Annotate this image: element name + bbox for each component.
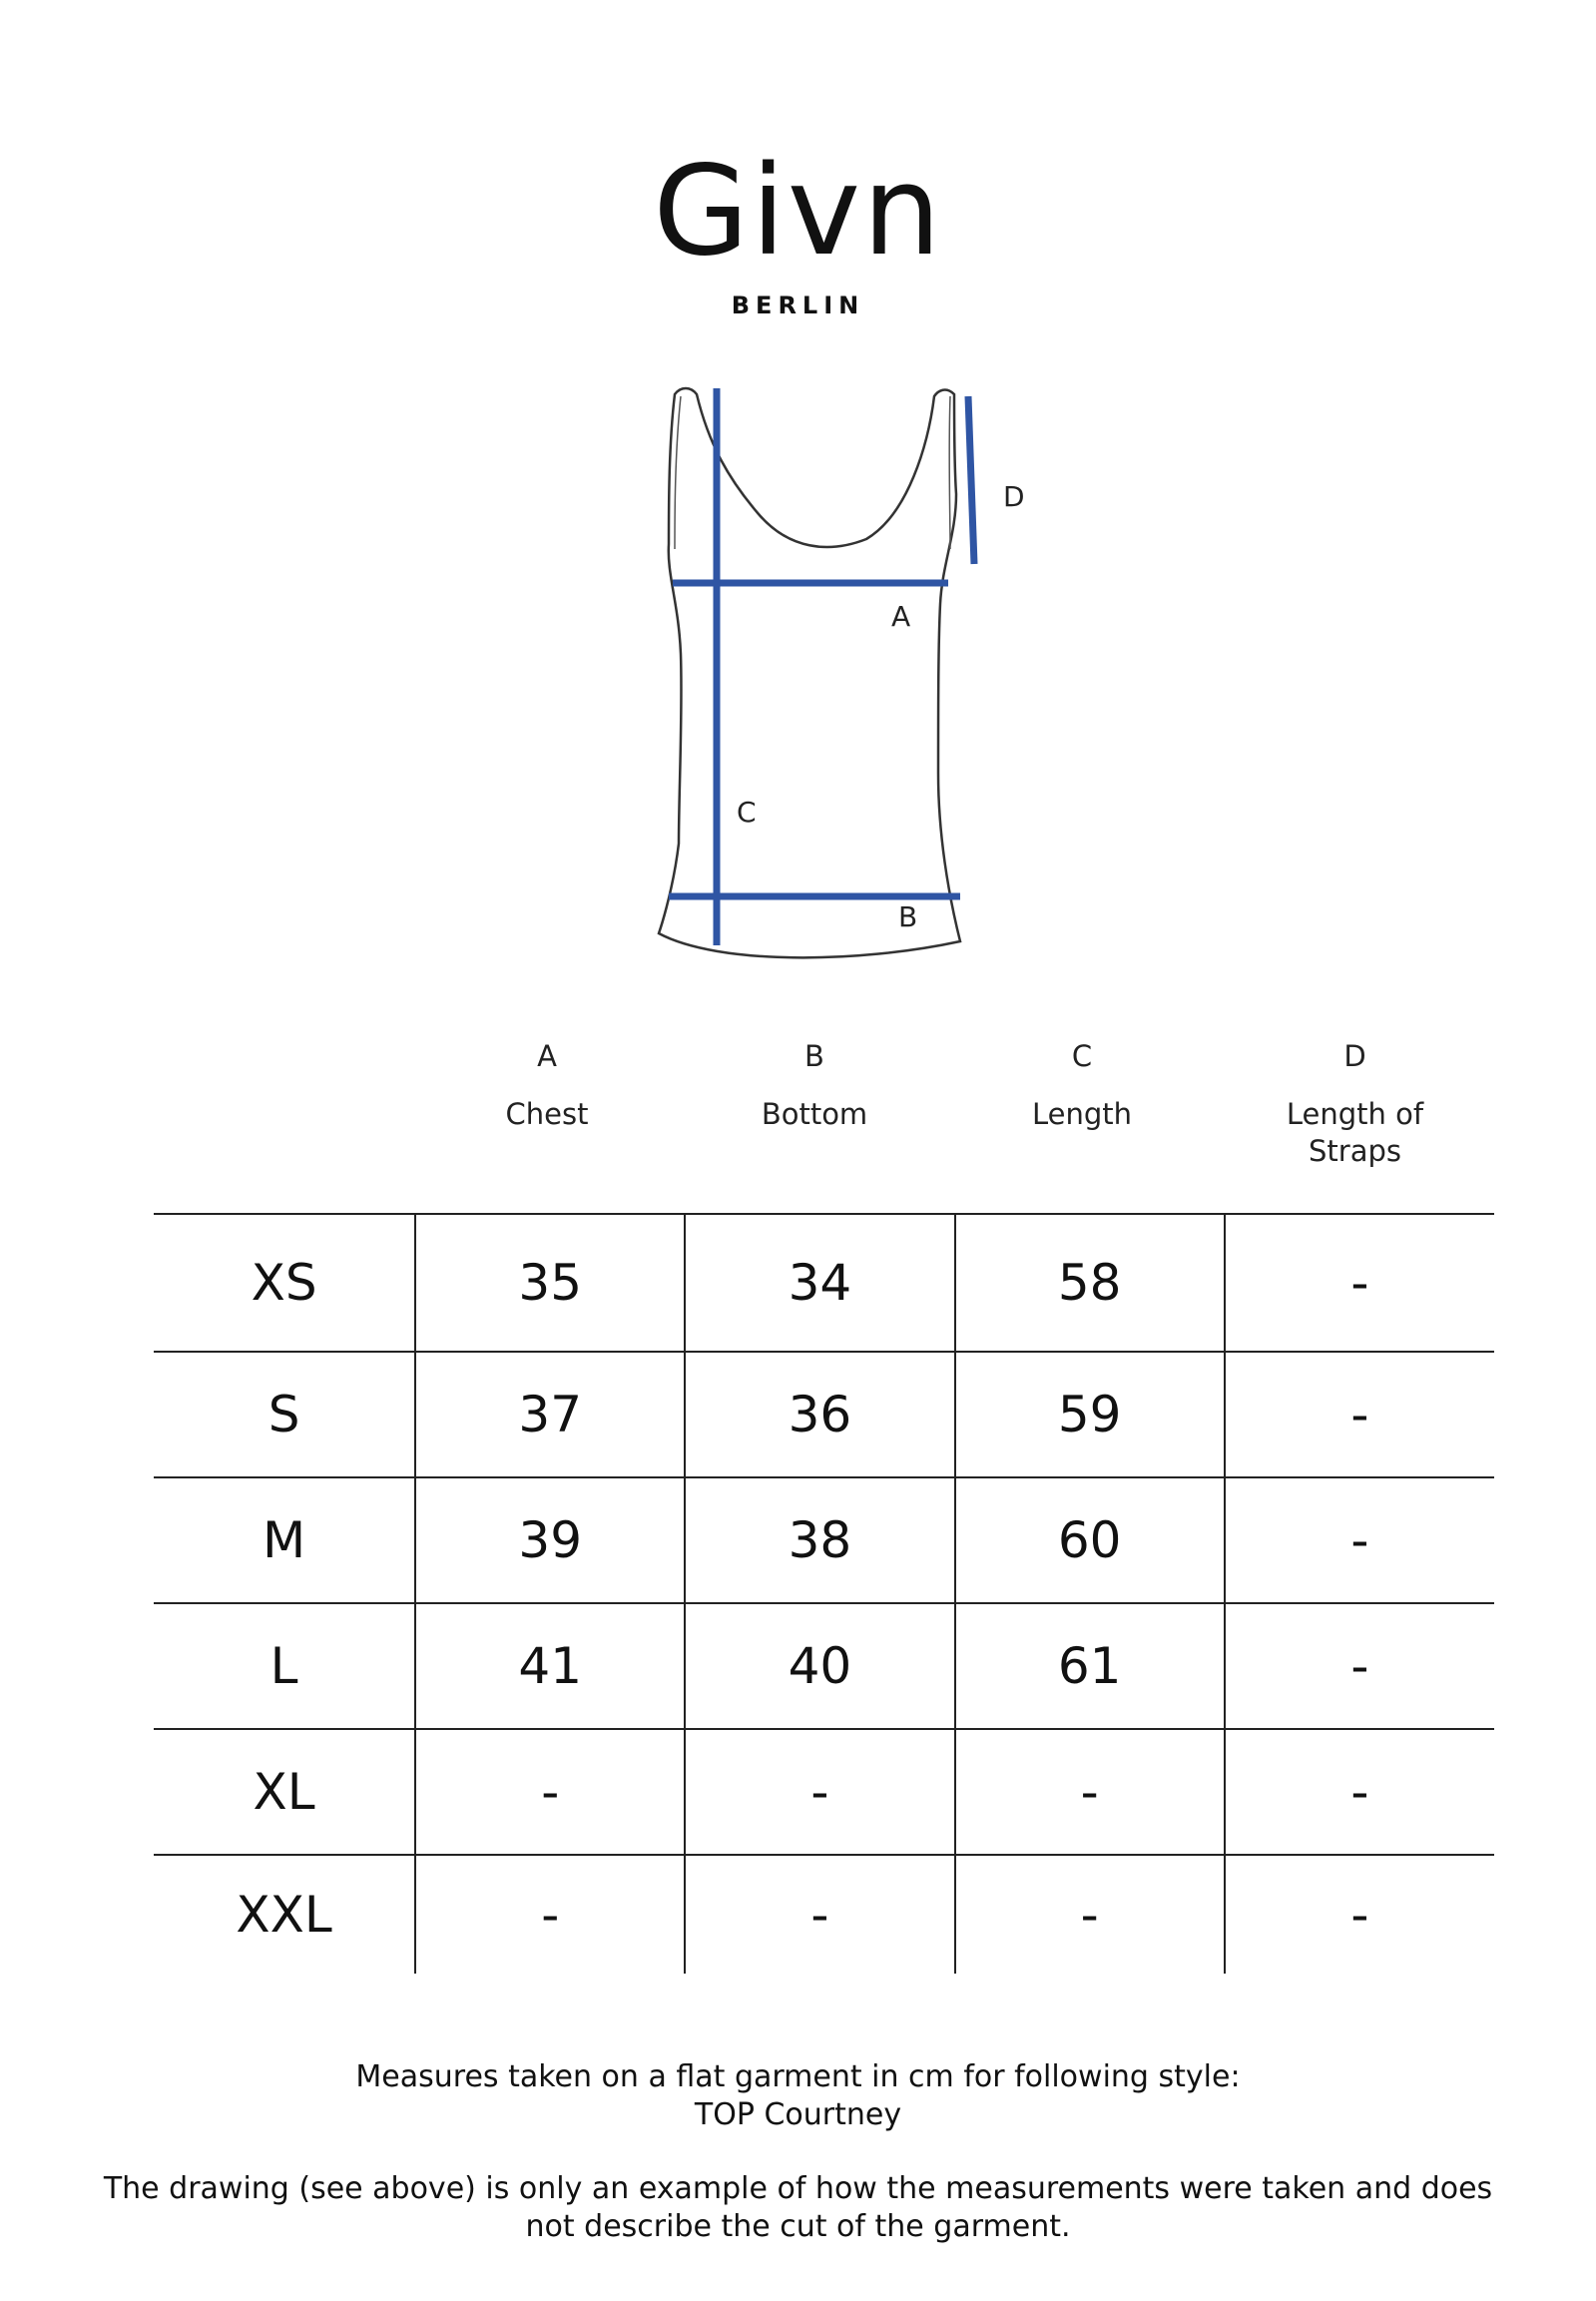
column-header-bottom: B Bottom bbox=[761, 1039, 868, 1131]
size-table bbox=[154, 1213, 1494, 1974]
note-style-name: TOP Courtney bbox=[694, 2097, 902, 2132]
table-cell: - bbox=[1225, 1855, 1494, 1974]
brand-logo bbox=[0, 140, 1596, 319]
size-label: XL bbox=[154, 1729, 415, 1855]
table-row bbox=[154, 1855, 1494, 1974]
table-cell: 58 bbox=[955, 1214, 1225, 1352]
table-cell: - bbox=[955, 1729, 1225, 1855]
column-header-straps: D Length of Straps bbox=[1286, 1039, 1424, 1169]
note-line-4: not describe the cut of the garment. bbox=[525, 2209, 1071, 2244]
label-d: D bbox=[1003, 480, 1025, 513]
column-header-length: C Length bbox=[1031, 1039, 1133, 1131]
label-b: B bbox=[898, 900, 918, 933]
table-cell: 41 bbox=[415, 1603, 685, 1729]
table-cell: 40 bbox=[685, 1603, 954, 1729]
table-cell: 60 bbox=[955, 1477, 1225, 1603]
size-chart bbox=[154, 1038, 1494, 1974]
garment-outline bbox=[659, 388, 960, 957]
size-label: XXL bbox=[236, 1886, 332, 1944]
garment-diagram bbox=[639, 374, 1058, 973]
table-cell: - bbox=[1225, 1477, 1494, 1603]
table-cell: 61 bbox=[955, 1603, 1225, 1729]
table-row bbox=[154, 1603, 1494, 1729]
table-cell: 39 bbox=[415, 1477, 685, 1603]
table-cell: - bbox=[415, 1729, 685, 1855]
table-cell: - bbox=[1225, 1214, 1494, 1352]
brand-name: Givn bbox=[653, 140, 943, 284]
table-cell: 35 bbox=[415, 1214, 685, 1352]
label-c: C bbox=[737, 796, 757, 829]
size-label: L bbox=[154, 1603, 415, 1729]
table-cell: - bbox=[1225, 1603, 1494, 1729]
table-cell: 59 bbox=[955, 1352, 1225, 1477]
note-line-3: The drawing (see above) is only an example of how the measurements were taken and does bbox=[103, 2171, 1493, 2206]
table-cell: - bbox=[685, 1855, 954, 1974]
table-cell: - bbox=[1225, 1729, 1494, 1855]
size-label: S bbox=[154, 1352, 415, 1477]
table-row bbox=[154, 1729, 1494, 1855]
size-label: M bbox=[154, 1477, 415, 1603]
table-cell: 34 bbox=[685, 1214, 954, 1352]
size-label: XS bbox=[154, 1214, 415, 1352]
label-a: A bbox=[891, 600, 911, 633]
table-cell: 37 bbox=[415, 1352, 685, 1477]
measure-line-d bbox=[968, 396, 974, 564]
table-cell: 38 bbox=[685, 1477, 954, 1603]
table-cell: - bbox=[1225, 1352, 1494, 1477]
table-cell: - bbox=[955, 1855, 1225, 1974]
column-headers bbox=[154, 1038, 1494, 1213]
footnotes bbox=[0, 2058, 1596, 2246]
table-cell: - bbox=[415, 1855, 685, 1974]
brand-subtitle: BERLIN bbox=[731, 291, 865, 319]
table-row bbox=[154, 1352, 1494, 1477]
tank-top-illustration bbox=[639, 374, 1058, 973]
table-row bbox=[154, 1477, 1494, 1603]
table-row bbox=[154, 1214, 1494, 1352]
table-cell: - bbox=[685, 1729, 954, 1855]
column-header-chest: A Chest bbox=[505, 1039, 589, 1131]
note-line-1: Measures taken on a flat garment in cm for following style: bbox=[355, 2059, 1241, 2094]
table-cell: 36 bbox=[685, 1352, 954, 1477]
